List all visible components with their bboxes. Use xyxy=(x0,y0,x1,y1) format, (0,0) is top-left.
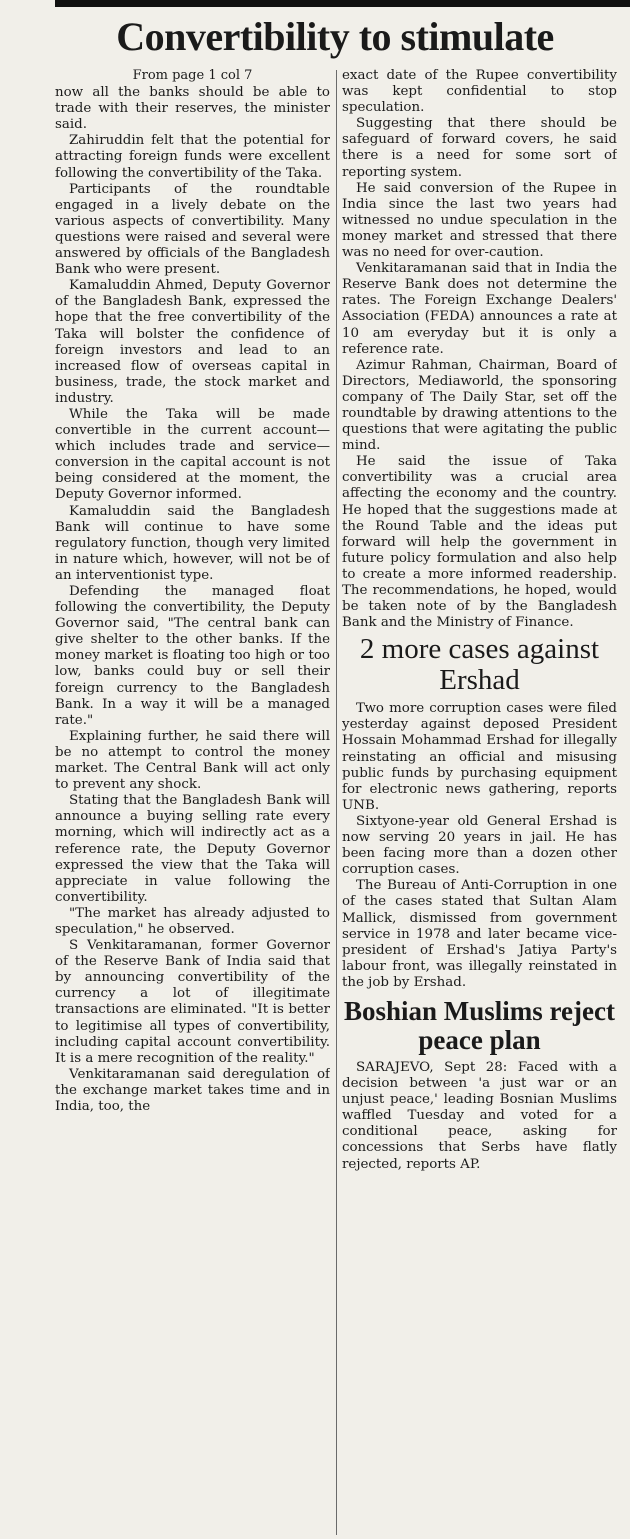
article-paragraph: While the Taka will be made convertible in the current account— which includes trade and service— conversion in the capital account is not being considered at the moment, the Deputy Governor informed. xyxy=(55,406,330,503)
article-paragraph: S Venkitaramanan, former Governor of the Reserve Bank of India said that by announcing convertibility of the currency a lot of illegitimate transactions are eliminated. "It is better to legitimise all types of convertibility, including capital account convertibility. It is a mere recognition of the reality." xyxy=(55,938,330,1066)
top-rule xyxy=(55,0,630,7)
article-paragraph: Kamaluddin Ahmed, Deputy Governor of the Bangladesh Bank, expressed the hope that the free convertibility of the Taka will bolster the confidence of foreign investors and lead to an increased flow of overseas capital in business, trade, the stock market and industry. xyxy=(55,278,330,406)
story2-paragraph: Two more corruption cases were filed yesterday against deposed President Hossain Mohammad Ershad for illegally reinstating an official and misusing public funds by purchasing equipment for electronic news gathering, reports UNB. xyxy=(342,701,617,813)
article-paragraph: Explaining further, he said there will be no attempt to control the money market. The Central Bank will act only to prevent any shock. xyxy=(55,728,330,793)
article-paragraph: Zahiruddin felt that the potential for attracting foreign funds were excellent following the convertibility of the Taka. xyxy=(55,133,330,181)
story3-headline: Boshian Muslims reject peace plan xyxy=(344,995,615,1055)
headline: Convertibility to stimulate xyxy=(116,14,554,59)
article-paragraph: Suggesting that there should be safeguard of forward covers, he said there is a need for some sort of reporting system. xyxy=(342,116,617,180)
article-paragraph: He said the issue of Taka convertibility was a crucial area affecting the economy and the country. He hoped that the suggestions made at the Round Table and the ideas put forward will help the government in future policy formulation and also help to create a more informed readership. The recommendations, he hoped, would be taken note of by the Bangladesh Bank and the Ministry of Finance. xyxy=(342,454,617,631)
right-column xyxy=(342,68,617,1539)
article-paragraph: Participants of the roundtable engaged in a lively debate on the various aspects of convertibility. Many questions were raised and several were answered by officials of the Bangladesh Bank who were present. xyxy=(55,181,330,278)
article-paragraph: "The market has already adjusted to speculation," he observed. xyxy=(55,905,330,937)
story2-paragraph: Sixtyone-year old General Ershad is now serving 20 years in jail. He has been facing more than a dozen other corruption cases. xyxy=(342,813,617,878)
article-paragraph: Stating that the Bangladesh Bank will announce a buying selling rate every morning, which will indirectly act as a reference rate, the Deputy Governor expressed the view that the Taka will appreciate in value following the convertibility. xyxy=(55,793,330,905)
story2-paragraph: The Bureau of Anti-Corruption in one of the cases stated that Sultan Alam Mallick, dismissed from government service in 1978 and later became vice-president of Ershad's Jatiya Party's labour front, was illegally reinstated in the job by Ershad. xyxy=(342,878,617,990)
article-paragraph: Venkitaramanan said deregulation of the exchange market takes time and in India, too, the xyxy=(55,1066,330,1114)
story2-headline: 2 more cases against Ershad xyxy=(359,633,600,697)
article-paragraph: Defending the managed float following the convertibility, the Deputy Governor said, "The central bank can give shelter to the other banks. If the money market is floating too high or too low, banks could buy or sell their foreign currency to the Bangladesh Bank. In a way it will be a managed rate." xyxy=(55,584,330,728)
jump-line: From page 1 col 7 xyxy=(132,68,253,83)
article-paragraph: Azimur Rahman, Chairman, Board of Directors, Mediaworld, the sponsoring company of The Daily Star, set off the roundtable by drawing attentions to the questions that were agitating the public mind. xyxy=(342,357,617,454)
left-column xyxy=(55,68,330,1539)
article-paragraph: now all the banks should be able to trade with their reserves, the minister said. xyxy=(55,85,330,133)
article-paragraph: Kamaluddin said the Bangladesh Bank will continue to have some regulatory function, though very limited in nature which, however, will not be of an interventionist type. xyxy=(55,503,330,583)
story3-paragraph: SARAJEVO, Sept 28: Faced with a decision between 'a just war or an unjust peace,' leading Bosnian Muslims waffled Tuesday and voted for a conditional peace, asking for concessions that Serbs have flatly rejected, reports AP. xyxy=(342,1059,617,1172)
article-paragraph: Venkitaramanan said that in India the Reserve Bank does not determine the rates. The Foreign Exchange Dealers' Association (FEDA) announces a rate at 10 am everyday but it is only a reference rate. xyxy=(342,261,617,357)
column-divider xyxy=(336,70,337,1535)
article-paragraph: exact date of the Rupee convertibility was kept confidential to stop speculation. xyxy=(342,68,617,116)
article-paragraph: He said conversion of the Rupee in India since the last two years had witnessed no undue speculation in the money market and stressed that there was no need for over-caution. xyxy=(342,180,617,261)
